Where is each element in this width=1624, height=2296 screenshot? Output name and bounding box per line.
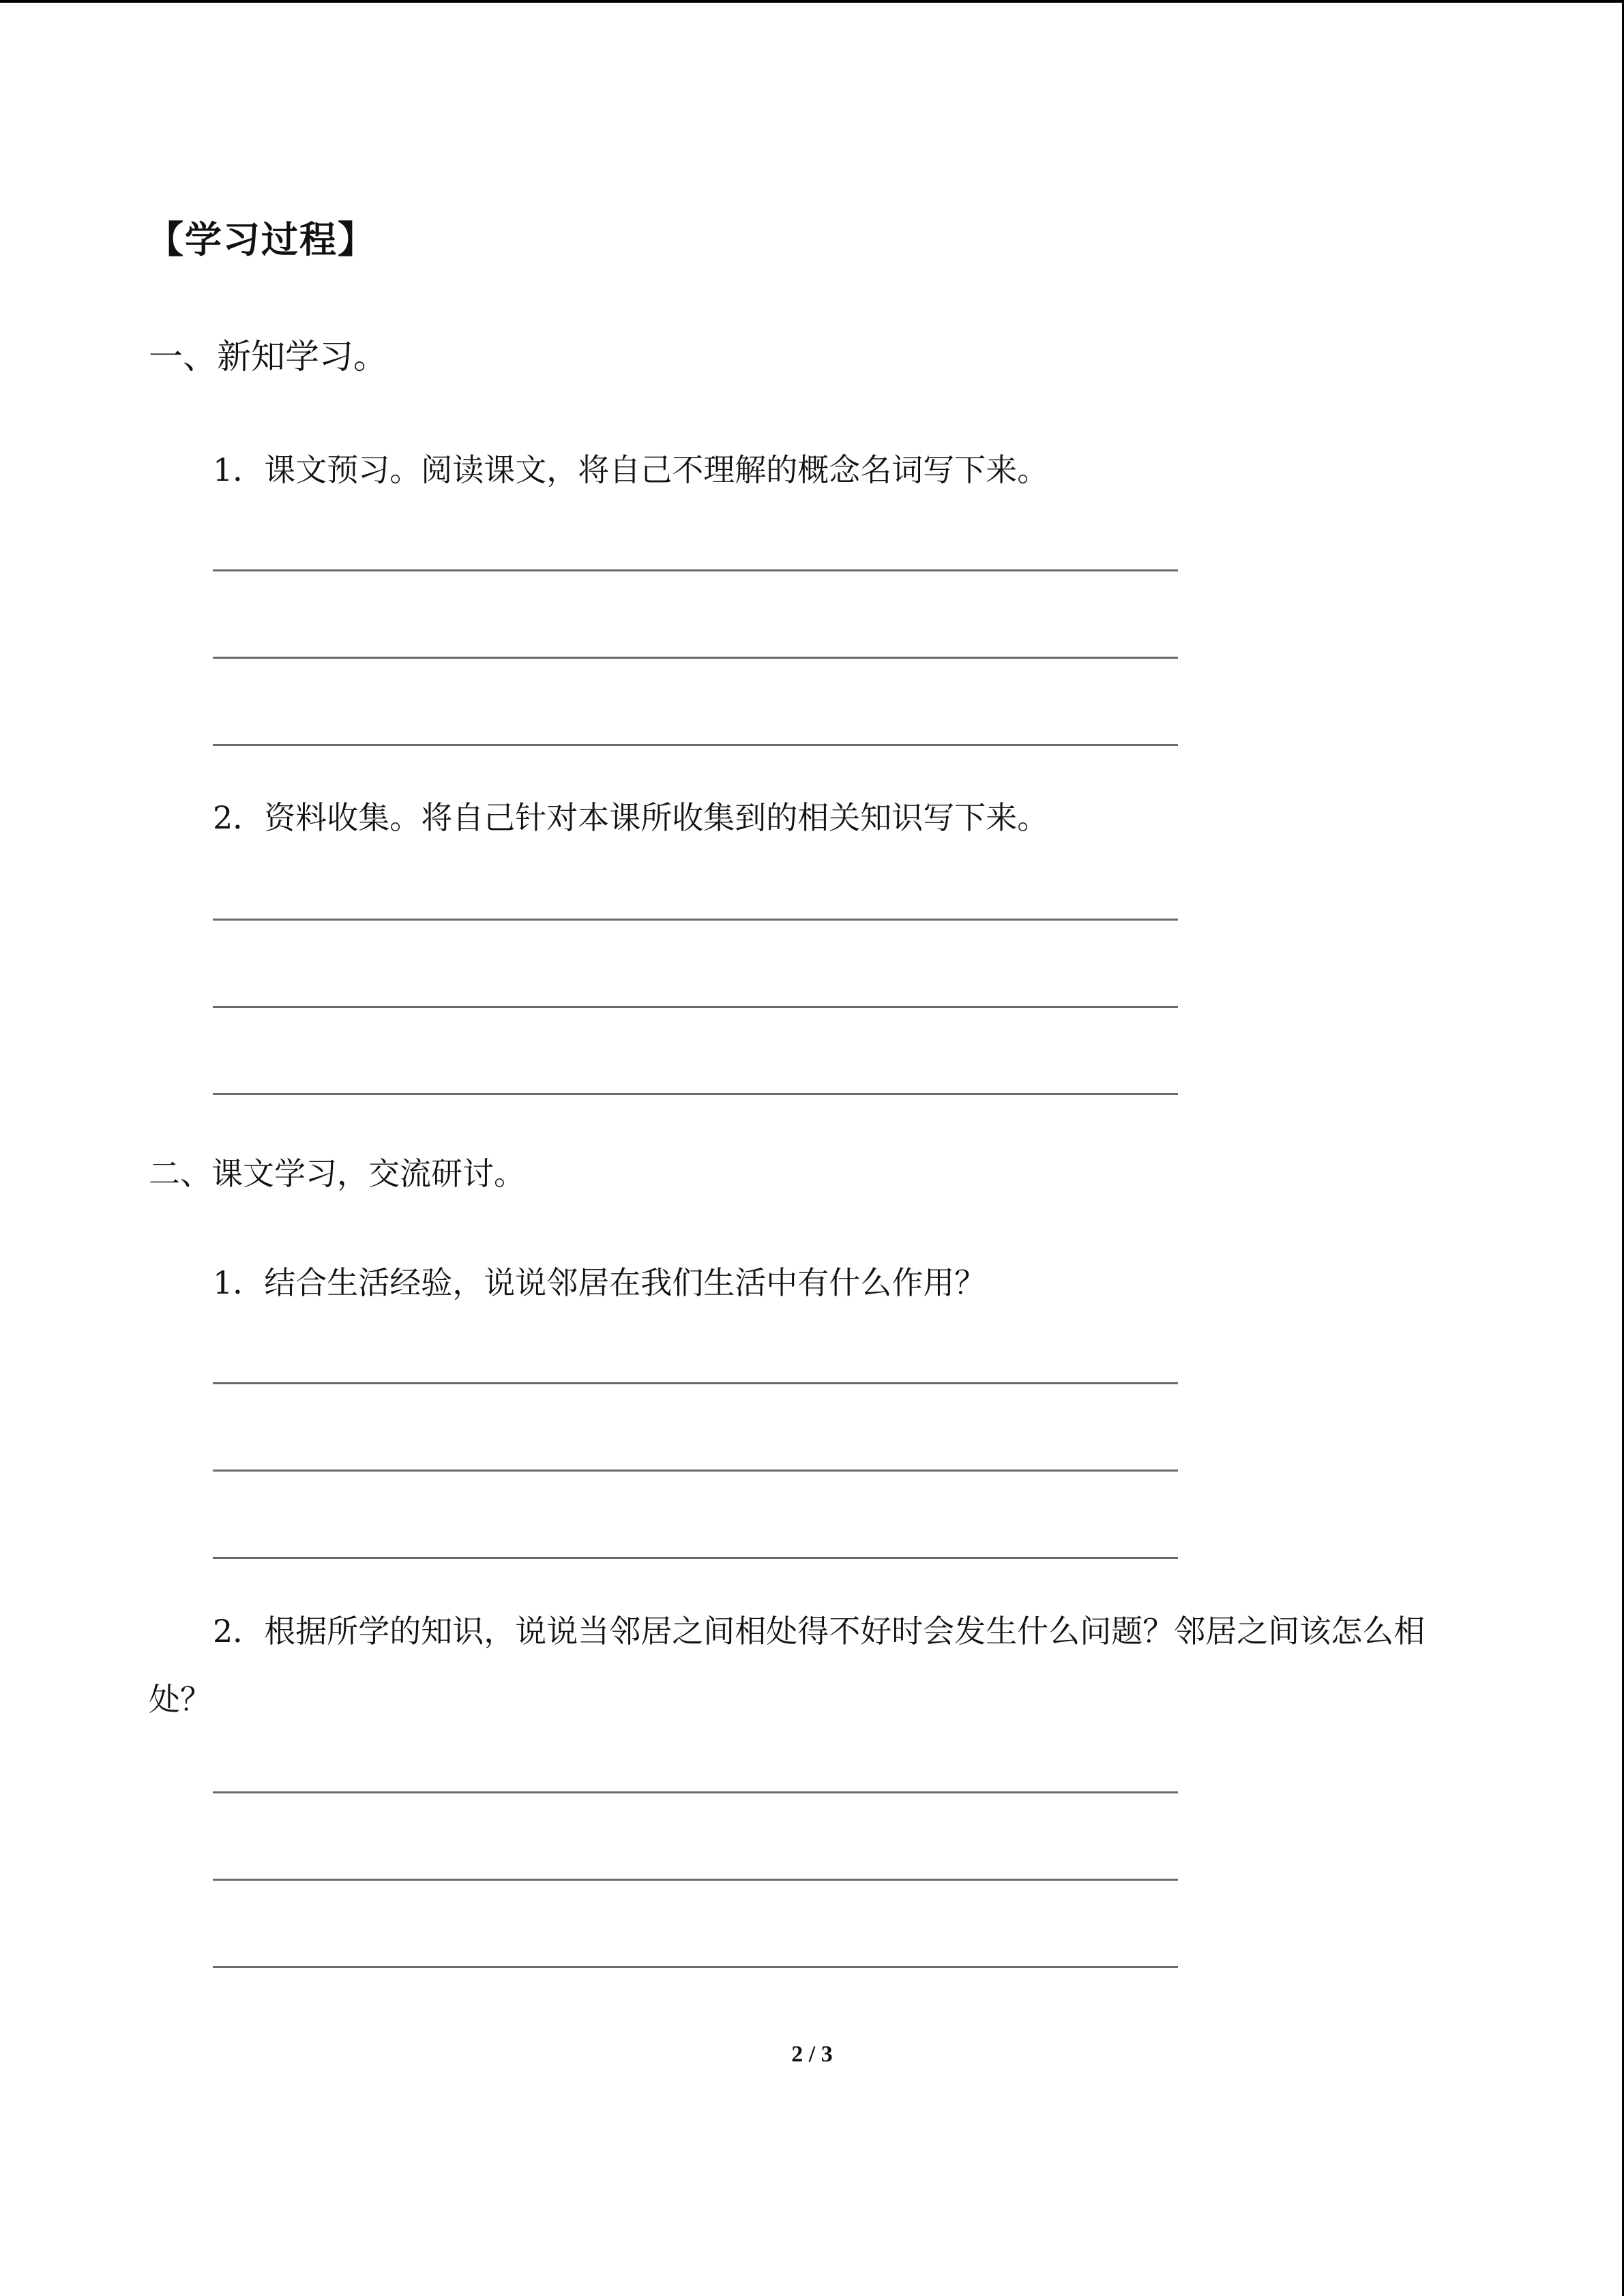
answer-line[interactable] xyxy=(213,1006,1178,1008)
answer-line[interactable] xyxy=(213,919,1178,921)
answer-line[interactable] xyxy=(213,744,1178,746)
part-1-question-2: 2．资料收集。将自己针对本课所收集到的相关知识写下来。 xyxy=(213,799,1049,836)
answer-line[interactable] xyxy=(213,1557,1178,1559)
part-1-heading: 一、新知学习。 xyxy=(149,337,387,376)
answer-line[interactable] xyxy=(213,1382,1178,1384)
page-number: 2 / 3 xyxy=(791,2042,833,2067)
section-title: 【学习过程】 xyxy=(147,218,376,261)
part-2-question-2: 2．根据所学的知识，说说当邻居之间相处得不好时会发生什么问题？邻居之间该怎么相处？ xyxy=(149,1613,1426,1718)
part-1-question-1: 1．课文预习。阅读课文，将自己不理解的概念名词写下来。 xyxy=(213,451,1049,488)
answer-line[interactable] xyxy=(213,1470,1178,1472)
answer-line[interactable] xyxy=(213,1879,1178,1881)
answer-line[interactable] xyxy=(213,1093,1178,1095)
part-2-question-1: 1．结合生活经验，说说邻居在我们生活中有什么作用？ xyxy=(213,1264,986,1301)
part-2-heading: 二、课文学习，交流研讨。 xyxy=(149,1155,525,1192)
answer-line[interactable] xyxy=(213,657,1178,659)
answer-line[interactable] xyxy=(213,1966,1178,1968)
page-top-border xyxy=(0,0,1624,3)
answer-line[interactable] xyxy=(213,569,1178,571)
answer-line[interactable] xyxy=(213,1791,1178,1793)
